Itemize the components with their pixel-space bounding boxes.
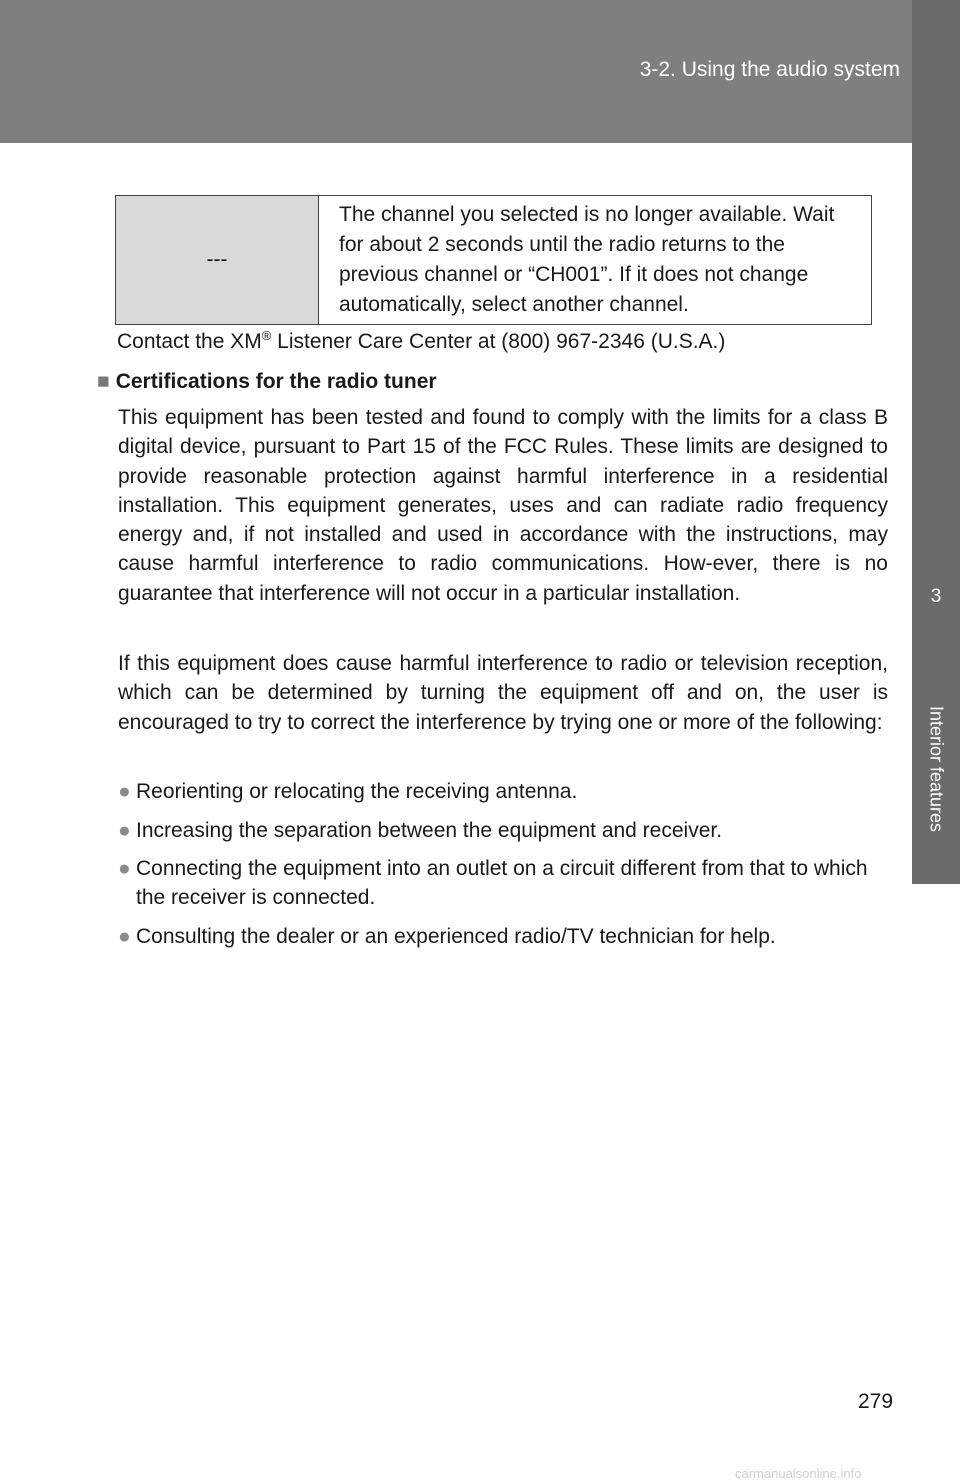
side-tab-upper — [912, 0, 960, 548]
certification-paragraph-1: This equipment has been tested and found to comply with the limits for a class B digital device, pursuant to Part 15 of the FCC Rules. These limits are designed to provide reasonable protection against harmful interference in a residential installation. This equipment generates, uses and can radiate radio frequency energy and, if not installed and used in accordance with the instructions, may cause harmful interference to radio communications. How-ever, there is no guarantee that interference will not occur in a particular installation. — [118, 406, 888, 605]
list-item — [118, 922, 888, 951]
certification-paragraph-2: If this equipment does cause harmful interference to radio or television reception, which can be determined by turning the equipment off and on, the user is encouraged to try to correct the interference by trying one or more of the following: — [118, 652, 888, 734]
list-item-text: Consulting the dealer or an experienced radio/TV technician for help. — [136, 924, 776, 948]
section-title: 3-2. Using the audio system — [639, 58, 900, 81]
circle-bullet-icon: ● — [118, 818, 131, 842]
registered-mark: ® — [261, 328, 272, 343]
chapter-label-tab — [912, 654, 960, 884]
certification-heading — [97, 370, 437, 394]
list-item — [118, 854, 888, 912]
contact-prefix: Contact the XM — [117, 330, 262, 353]
watermark: carmanualsonline.info — [735, 1466, 862, 1481]
chapter-number: 3 — [930, 586, 942, 607]
message-description: The channel you selected is no longer available. Wait for about 2 seconds until the radio returns to the previous channel or “CH001”. If it does not change automatically, select another channel. — [339, 203, 835, 316]
list-item-text: Connecting the equipment into an outlet on a circuit different from that to which the receiver is connected. — [136, 857, 868, 910]
message-code: --- — [116, 196, 319, 324]
page-header — [0, 0, 960, 143]
list-item — [118, 777, 888, 806]
chapter-tab — [912, 548, 960, 654]
list-item — [118, 816, 888, 845]
contact-suffix: Listener Care Center at (800) 967-2346 (U.S.A.) — [271, 330, 726, 353]
circle-bullet-icon: ● — [118, 857, 131, 881]
circle-bullet-icon: ● — [118, 924, 131, 948]
square-bullet-icon: ■ — [97, 370, 110, 393]
list-item-text: Reorienting or relocating the receiving antenna. — [136, 780, 578, 803]
message-table — [115, 195, 872, 325]
page-number: 279 — [858, 1390, 894, 1413]
suggestion-list — [118, 777, 888, 960]
chapter-label: Interior features — [926, 705, 947, 833]
certification-heading-text: Certifications for the radio tuner — [115, 370, 437, 393]
list-item-text: Increasing the separation between the equipment and receiver. — [136, 818, 723, 842]
circle-bullet-icon: ● — [118, 780, 131, 803]
contact-line — [117, 330, 725, 354]
